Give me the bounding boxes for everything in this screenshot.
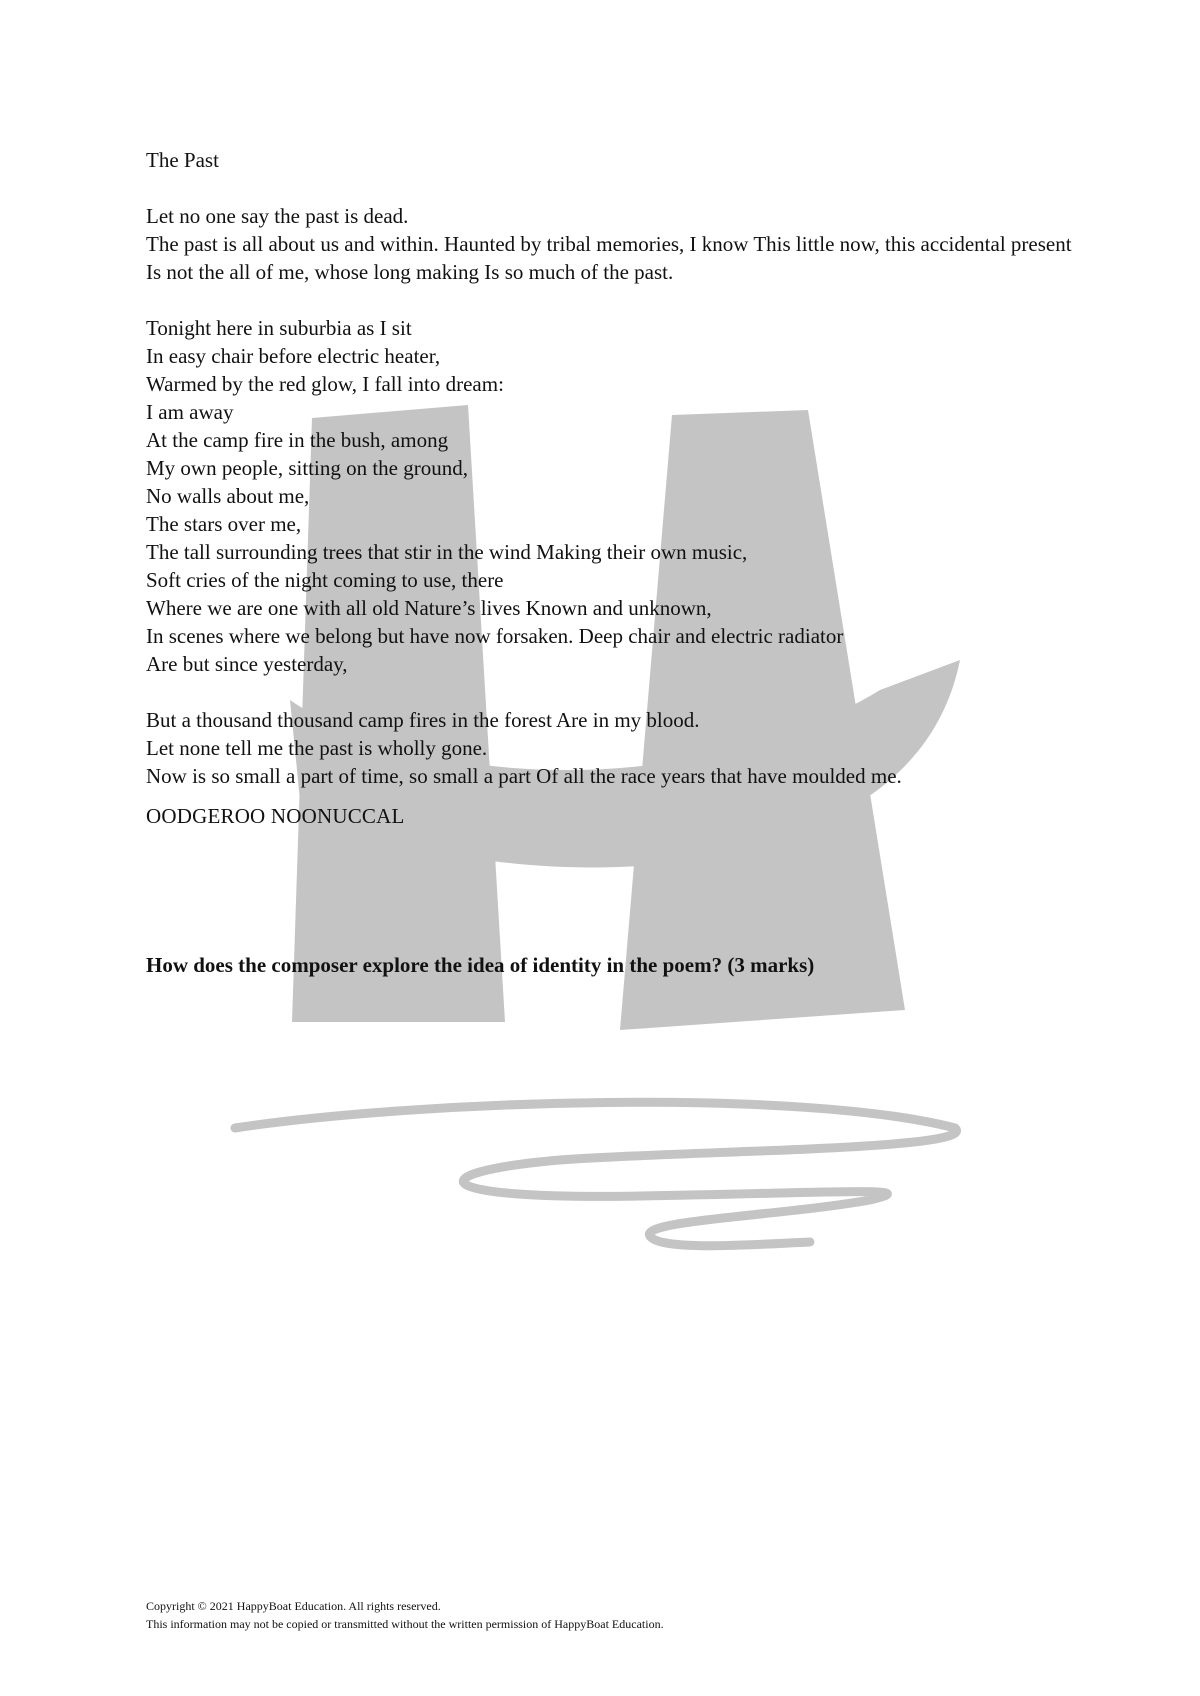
poem-title: The Past (146, 148, 219, 172)
poem-line: At the camp fire in the bush, among (146, 428, 449, 452)
poem-line: Tonight here in suburbia as I sit (146, 316, 412, 340)
poem-line: I am away (146, 400, 234, 424)
poem-line: In scenes where we belong but have now forsaken. Deep chair and electric radiator (146, 624, 844, 648)
poem-line: The stars over me, (146, 512, 302, 536)
watermark-swirl (235, 1102, 957, 1245)
stanza-1 (146, 202, 1086, 286)
poem-line: The past is all about us and within. Haunted by tribal memories, I know This little now, this accidental present Is not the all of me, whose long making Is so much of the past. (146, 232, 1072, 284)
poem-line: Warmed by the red glow, I fall into dream: (146, 372, 504, 396)
poem-line: Are but since yesterday, (146, 652, 348, 676)
copyright-line: Copyright © 2021 HappyBoat Education. All rights reserved. (146, 1599, 441, 1613)
poem-line: Now is so small a part of time, so small a part Of all the race years that have moulded me. (146, 764, 902, 788)
poem-line: Let none tell me the past is wholly gone. (146, 736, 488, 760)
poem-section (146, 146, 1086, 830)
stanza-3 (146, 706, 1086, 790)
stanza-2 (146, 314, 1086, 678)
poem-line: Where we are one with all old Nature’s lives Known and unknown, (146, 596, 712, 620)
poem-line: The tall surrounding trees that stir in the wind Making their own music, (146, 540, 748, 564)
poem-line: No walls about me, (146, 484, 310, 508)
poem-line: But a thousand thousand camp fires in the forest Are in my blood. (146, 708, 700, 732)
poem-line: In easy chair before electric heater, (146, 344, 441, 368)
exam-question: How does the composer explore the idea of identity in the poem? (3 marks) (146, 953, 815, 977)
poem-line: Let no one say the past is dead. (146, 204, 409, 228)
poem-author: OODGEROO NOONUCCAL (146, 804, 405, 828)
page-footer (146, 1597, 1106, 1633)
permission-notice: This information may not be copied or transmitted without the written permission of HappyBoat Education. (146, 1617, 664, 1631)
poem-line: My own people, sitting on the ground, (146, 456, 468, 480)
poem-line: Soft cries of the night coming to use, there (146, 568, 504, 592)
